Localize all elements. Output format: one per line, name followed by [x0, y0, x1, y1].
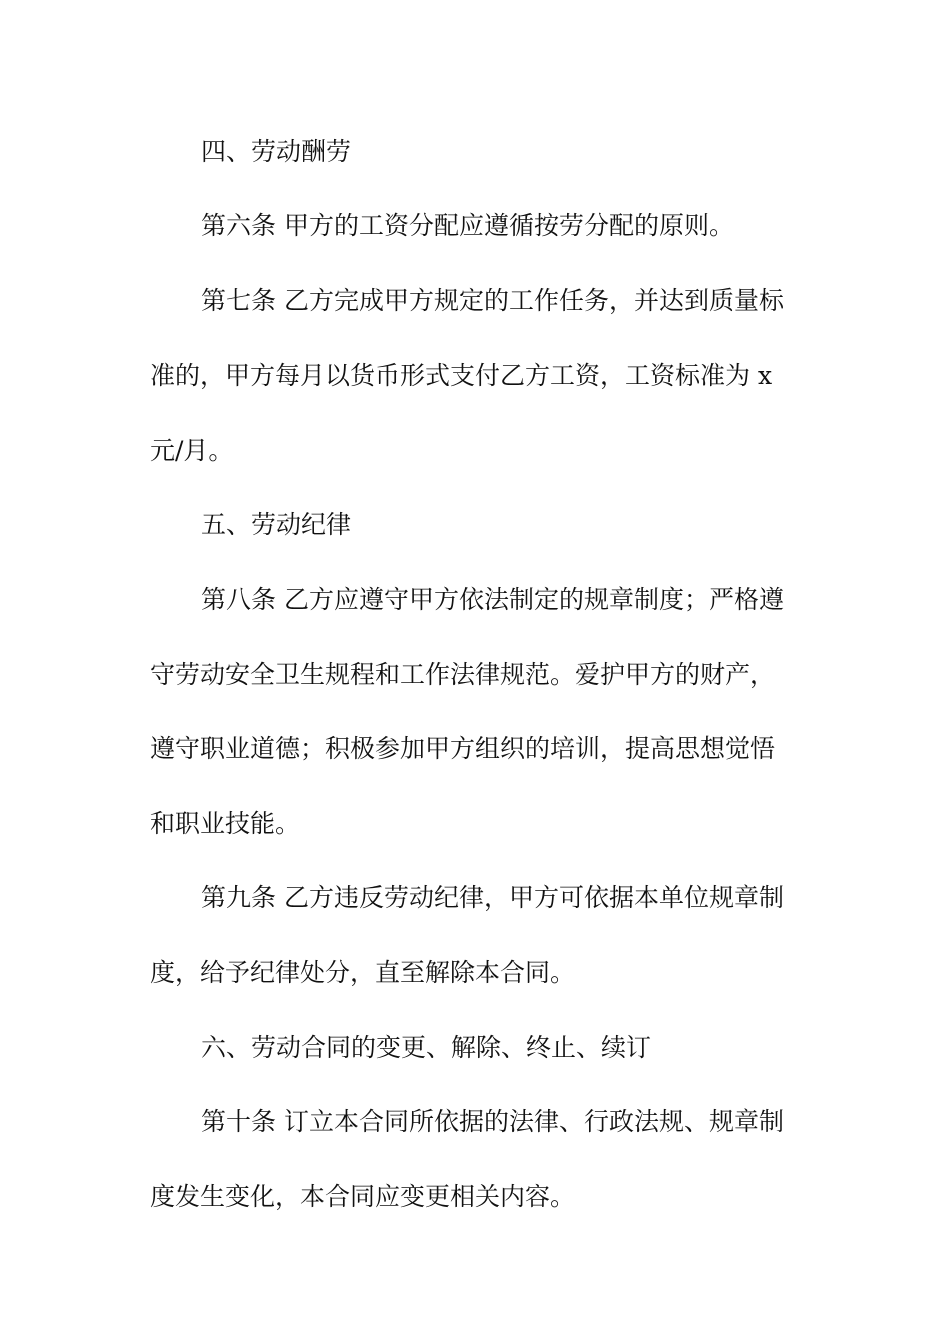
- section-heading-5: 五、劳动纪律: [201, 510, 352, 539]
- article-8-line-3: 遵守职业道德；积极参加甲方组织的培训，提高思想觉悟: [150, 734, 776, 763]
- article-7-line-1: 第七条 乙方完成甲方规定的工作任务，并达到质量标: [201, 286, 784, 315]
- article-7-line-2: 准的，甲方每月以货币形式支付乙方工资，工资标准为 x: [150, 361, 773, 390]
- article-8-line-4: 和职业技能。: [150, 809, 301, 838]
- article-9-line-1: 第九条 乙方违反劳动纪律，甲方可依据本单位规章制: [201, 883, 784, 912]
- article-7-line-3: 元/月。: [150, 436, 234, 465]
- article-6: 第六条 甲方的工资分配应遵循按劳分配的原则。: [201, 211, 734, 240]
- article-8-line-1: 第八条 乙方应遵守甲方依法制定的规章制度；严格遵: [201, 585, 784, 614]
- section-heading-6: 六、劳动合同的变更、解除、终止、续订: [201, 1033, 652, 1062]
- article-10-line-2: 度发生变化，本合同应变更相关内容。: [150, 1182, 576, 1211]
- section-heading-4: 四、劳动酬劳: [201, 137, 352, 166]
- article-9-line-2: 度，给予纪律处分，直至解除本合同。: [150, 958, 576, 987]
- article-10-line-1: 第十条 订立本合同所依据的法律、行政法规、规章制: [201, 1107, 784, 1136]
- article-8-line-2: 守劳动安全卫生规程和工作法律规范。爱护甲方的财产，: [150, 660, 776, 689]
